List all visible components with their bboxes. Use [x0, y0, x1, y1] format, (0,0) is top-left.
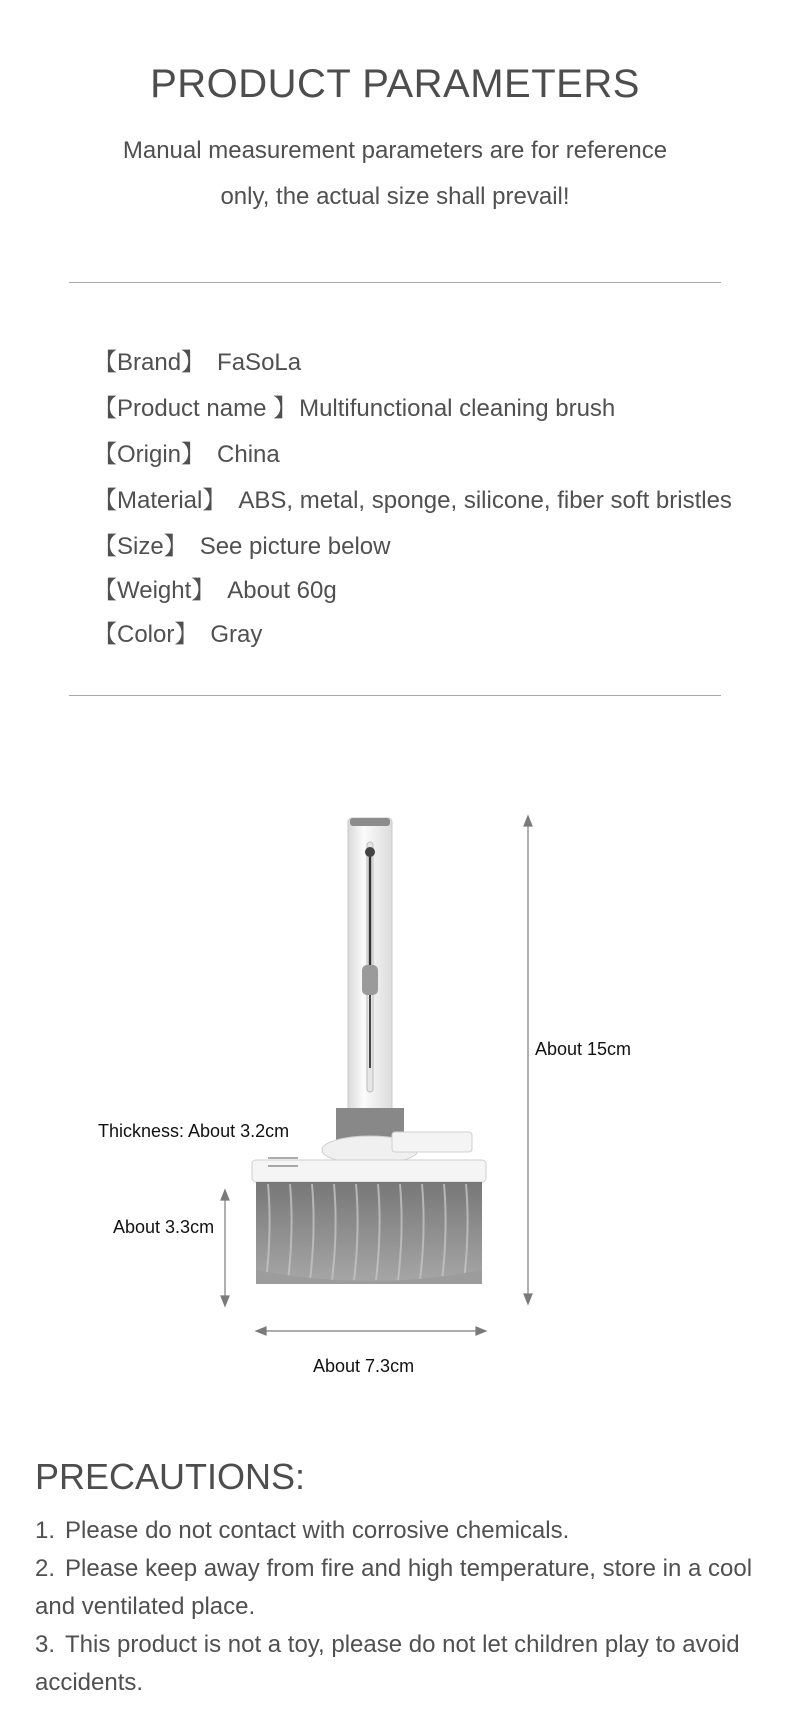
param-label: 【Product name 】 — [93, 395, 298, 422]
precaution-text: This product is not a toy, please do not let children play to avoid accidents. — [35, 1631, 740, 1696]
param-label: 【Weight】 — [93, 577, 216, 604]
precautions-list — [35, 1512, 760, 1702]
precaution-text: Please do not contact with corrosive chemicals. — [65, 1517, 570, 1544]
label-brush-height: About 3.3cm — [113, 1217, 215, 1237]
param-label: 【Material】 — [93, 487, 227, 514]
param-value: Multifunctional cleaning brush — [299, 395, 616, 422]
precaution-item — [35, 1550, 760, 1626]
label-height: About 15cm — [535, 1039, 632, 1059]
precautions-title: PRECAUTIONS: — [35, 1456, 306, 1497]
precaution-item — [35, 1512, 760, 1550]
label-width: About 7.3cm — [313, 1356, 415, 1376]
param-material — [93, 480, 732, 526]
label-thickness: Thickness: About 3.2cm — [98, 1121, 290, 1141]
param-product-name — [93, 388, 732, 434]
param-value: ABS, metal, sponge, silicone, fiber soft bristles — [238, 487, 732, 514]
divider-bottom — [69, 695, 721, 696]
param-brand — [93, 342, 732, 388]
param-color — [93, 614, 732, 660]
precaution-number: 3. — [35, 1631, 56, 1658]
parameter-list — [93, 342, 732, 660]
brush-handle — [322, 818, 472, 1164]
param-value: See picture below — [199, 533, 391, 560]
precaution-text: Please keep away from fire and high temperature, store in a cool and ventilated place. — [35, 1555, 753, 1620]
divider-top — [69, 282, 721, 283]
precaution-number: 1. — [35, 1517, 56, 1544]
param-label: 【Origin】 — [93, 441, 206, 468]
param-value: Gray — [210, 621, 263, 648]
subtitle-line-2: only, the actual size shall prevail! — [220, 183, 570, 210]
brush-head — [252, 1160, 486, 1284]
param-label: 【Brand】 — [93, 349, 206, 376]
precaution-item — [35, 1626, 760, 1702]
subtitle-line-1: Manual measurement parameters are for reference — [122, 137, 668, 164]
param-value: FaSoLa — [217, 349, 302, 376]
page-subtitle — [95, 128, 695, 220]
page-title: PRODUCT PARAMETERS — [150, 62, 640, 106]
precaution-number: 2. — [35, 1555, 56, 1582]
product-dimension-figure — [0, 800, 790, 1400]
param-weight — [93, 570, 732, 614]
param-label: 【Size】 — [93, 533, 188, 560]
param-value: China — [217, 441, 280, 468]
param-origin — [93, 434, 732, 480]
param-value: About 60g — [227, 577, 337, 604]
param-label: 【Color】 — [93, 621, 199, 648]
param-size — [93, 526, 732, 570]
